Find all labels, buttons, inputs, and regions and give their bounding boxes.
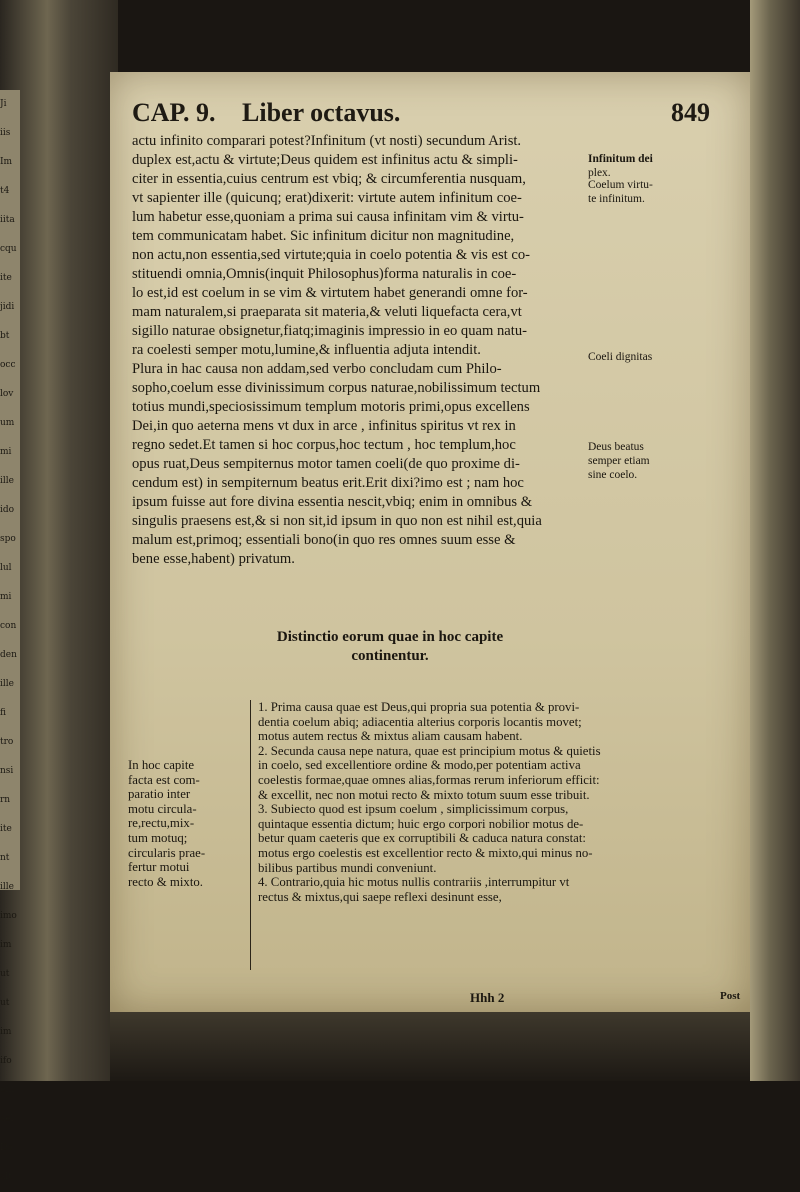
list-item-line: motus ergo coelestis est excellentior recto & mixto,qui minus no-	[258, 845, 593, 860]
facing-page-fragment: con	[0, 621, 17, 631]
facing-page-fragment: ut	[0, 969, 10, 979]
facing-page-fragment: mi	[0, 447, 12, 457]
text-line: vt sapienter ille (quicunq; erat)dixerit: virtute autem infinitum coe-	[132, 190, 522, 206]
text-line: malum est,primoq; essentiali bono(in quo res omnes suum esse &	[132, 532, 516, 548]
list-item-line: 3. Subiecto quod est ipsum coelum , simplicissimum corpus,	[258, 802, 569, 817]
signature-mark: Hhh 2	[470, 990, 505, 1005]
facing-page-fragment: iis	[0, 128, 11, 138]
summary-sidenote	[128, 758, 248, 889]
text-line: Plura in hac causa non addam,sed verbo concludam cum Philo-	[132, 361, 502, 377]
list-item-line: 1. Prima causa quae est Deus,qui propria sua potentia & provi-	[258, 700, 580, 714]
margin-note-line: sine coelo.	[588, 469, 638, 481]
facing-page-fragment: t4	[0, 186, 10, 196]
facing-page-fragment: ite	[0, 824, 12, 834]
text-line: duplex est,actu & virtute;Deus quidem est infinitus actu & simpli-	[132, 152, 518, 168]
chapter-label: CAP. 9.	[132, 98, 216, 127]
text-line: citer in essentia,cuius centrum est vbiq; & circumferentia nusquam,	[132, 171, 526, 187]
facing-page-fragment: efli	[0, 1085, 15, 1095]
text-line: cendum est) in sempiternum beatus erit.Erit dixi?imo est ; nam hoc	[132, 475, 524, 491]
margin-note-line: Coelum virtu-	[588, 179, 653, 191]
facing-page-fragment: ille	[0, 476, 14, 486]
text-line: opus ruat,Deus sempiternus motor tamen coeli(de quo proxime di-	[132, 456, 520, 472]
margin-note-1	[588, 152, 718, 180]
text-line: sopho,coelum esse divinissimum corpus naturae,nobilissimum tectum	[132, 380, 541, 396]
text-line: stituendi omnia,Omnis(inquit Philosophus)forma naturalis in coe-	[132, 266, 517, 282]
text-line: bene esse,habent) privatum.	[132, 551, 295, 567]
facing-page-fragment: iita	[0, 215, 15, 225]
facing-page-fragment: ael	[0, 1114, 14, 1124]
text-line: Dei,in quo aeterna mens vt dux in arce , infinitus spiritus vt rex in	[132, 418, 516, 434]
list-item-line: 4. Contrario,quia hic motus nullis contrariis ,interrumpitur vt	[258, 875, 570, 890]
scan-background-bottom	[110, 1012, 750, 1081]
facing-page-edge	[0, 90, 20, 1182]
sidenote-line: re,rectu,mix-	[128, 816, 195, 831]
facing-page-fragment: nsi	[0, 766, 14, 776]
margin-note-line: semper etiam	[588, 455, 650, 467]
text-line: non actu,non essentia,sed virtute;quia in coelo potentia & vis est co-	[132, 247, 530, 263]
facing-page-fragment: tro	[0, 737, 14, 747]
facing-page-fragment: jidi	[0, 302, 15, 312]
catchword: Post	[720, 990, 741, 1002]
list-item-line: motus autem rectus & mixtus aliam causam habent.	[258, 729, 523, 744]
facing-page-fragment: imo	[0, 911, 17, 921]
facing-page-fragment: ut	[0, 998, 10, 1008]
main-text-block	[132, 132, 582, 569]
sidenote-line: fertur motui	[128, 860, 190, 875]
sidenote-line: In hoc capite	[128, 758, 195, 772]
section-heading-line: Distinctio eorum quae in hoc capite	[276, 629, 504, 645]
facing-page-fragment: ille	[0, 882, 14, 892]
margin-note-2	[588, 178, 718, 206]
page-number: 849	[671, 98, 710, 127]
facing-page-fragment: bt	[0, 331, 10, 341]
facing-page-fragment: mi	[0, 592, 12, 602]
list-item-line: coelestis formae,quae omnes alias,formas rerum inferiorum efficit:	[258, 772, 600, 787]
text-line: singulis praesens est,& si non sit,id ipsum in quo non est nihil est,quia	[132, 513, 542, 529]
summary-items	[258, 700, 718, 904]
text-line: mam naturalem,si praeparata sit materia,& veluti liquefacta cera,vt	[132, 304, 522, 320]
facing-page-fragment: nt	[0, 853, 10, 863]
list-item-line: & excellit, nec non motui recto & mixto totum suum esse tribuit.	[258, 787, 590, 802]
facing-page-fragment: lov	[0, 389, 14, 399]
margin-note-line: Deus beatus	[588, 441, 644, 453]
list-item-line: in coelo, sed excellentiore ordine & modo,per potentiam activa	[258, 758, 581, 773]
facing-page-fragment: ite	[0, 273, 12, 283]
facing-page-fragment: occ	[0, 360, 16, 370]
brace-divider	[250, 700, 257, 970]
text-line: actu infinito comparari potest?Infinitum (vt nosti) secundum Arist.	[132, 133, 522, 149]
margin-note-line: Coeli dignitas	[588, 351, 653, 363]
facing-page-fragment: fi	[0, 708, 7, 718]
facing-page-fragment: cqu	[0, 244, 17, 254]
sidenote-line: recto & mixto.	[128, 874, 203, 889]
facing-page-fragment: den	[0, 650, 17, 660]
scan-background-right	[750, 0, 800, 1081]
text-line: lum habetur esse,quoniam a prima sui causa infinitam vim & virtu-	[132, 209, 524, 225]
facing-page-fragment: Do	[0, 1143, 13, 1153]
facing-page-fragment: im	[0, 940, 12, 950]
section-heading-line: continentur.	[351, 648, 429, 664]
facing-page-fragment: um	[0, 418, 15, 428]
sidenote-line: paratio inter	[128, 787, 191, 802]
margin-note-line: plex.	[588, 167, 611, 179]
list-item-line: 2. Secunda causa nepe natura, quae est principium motus & quietis	[258, 743, 601, 758]
facing-page-fragment: ifo	[0, 1056, 12, 1066]
sidenote-line: circularis prae-	[128, 845, 206, 860]
list-item-line: rectus & mixtus,qui saepe reflexi desinunt esse,	[258, 889, 502, 904]
sidenote-line: tum motuq;	[128, 830, 188, 845]
running-header	[132, 98, 710, 132]
facing-page-fragment: ido	[0, 505, 15, 515]
list-item-line: quintaque essentia dictum; huic ergo corpori nobilior motus de-	[258, 816, 584, 831]
facing-page-fragment: ille	[0, 679, 14, 689]
sidenote-line: facta est com-	[128, 772, 200, 787]
facing-page-fragment: im	[0, 1027, 12, 1037]
facing-page-fragment: alt	[0, 1172, 12, 1182]
book-title: Liber octavus.	[242, 98, 401, 127]
text-line: lo est,id est coelum in se vim & virtutem habet generandi omne for-	[132, 285, 528, 301]
book-page	[110, 72, 750, 1012]
facing-page-fragment: lul	[0, 563, 12, 573]
facing-page-fragment: Ji	[0, 99, 7, 109]
sidenote-line: motu circula-	[128, 801, 197, 816]
facing-page-fragment: Im	[0, 157, 13, 167]
margin-note-4	[588, 440, 718, 482]
section-heading	[260, 628, 520, 666]
list-item-line: bilibus partibus mundi conveniunt.	[258, 860, 437, 875]
list-item-line: betur quam caeteris que ex corruptibili & caduca natura constat:	[258, 831, 586, 846]
text-line: ra coelesti semper motu,lumine,& influentia adjuta intendit.	[132, 342, 481, 358]
margin-note-line: te infinitum.	[588, 193, 645, 205]
text-line: regno sedet.Et tamen si hoc corpus,hoc tectum , hoc templum,hoc	[132, 437, 516, 453]
text-line: totius mundi,speciosissimum templum motoris primi,opus excellens	[132, 399, 530, 415]
list-item-line: dentia coelum abiq; adiacentia alterius corporis locantis movet;	[258, 714, 582, 729]
facing-page-fragment: rn	[0, 795, 11, 805]
text-line: ipsum fuisse aut fore divina essentia nescit,vbiq; enim in omnibus &	[132, 494, 533, 510]
margin-note-3	[588, 350, 718, 364]
facing-page-fragment: spo	[0, 534, 16, 544]
text-line: tem communicatam habet. Sic infinitum dicitur non magnitudine,	[132, 228, 515, 244]
text-line: sigillo naturae obsignetur,fiatq;imaginis impressio in eo quam natu-	[132, 323, 527, 339]
margin-note-line: Infinitum dei	[588, 153, 653, 165]
